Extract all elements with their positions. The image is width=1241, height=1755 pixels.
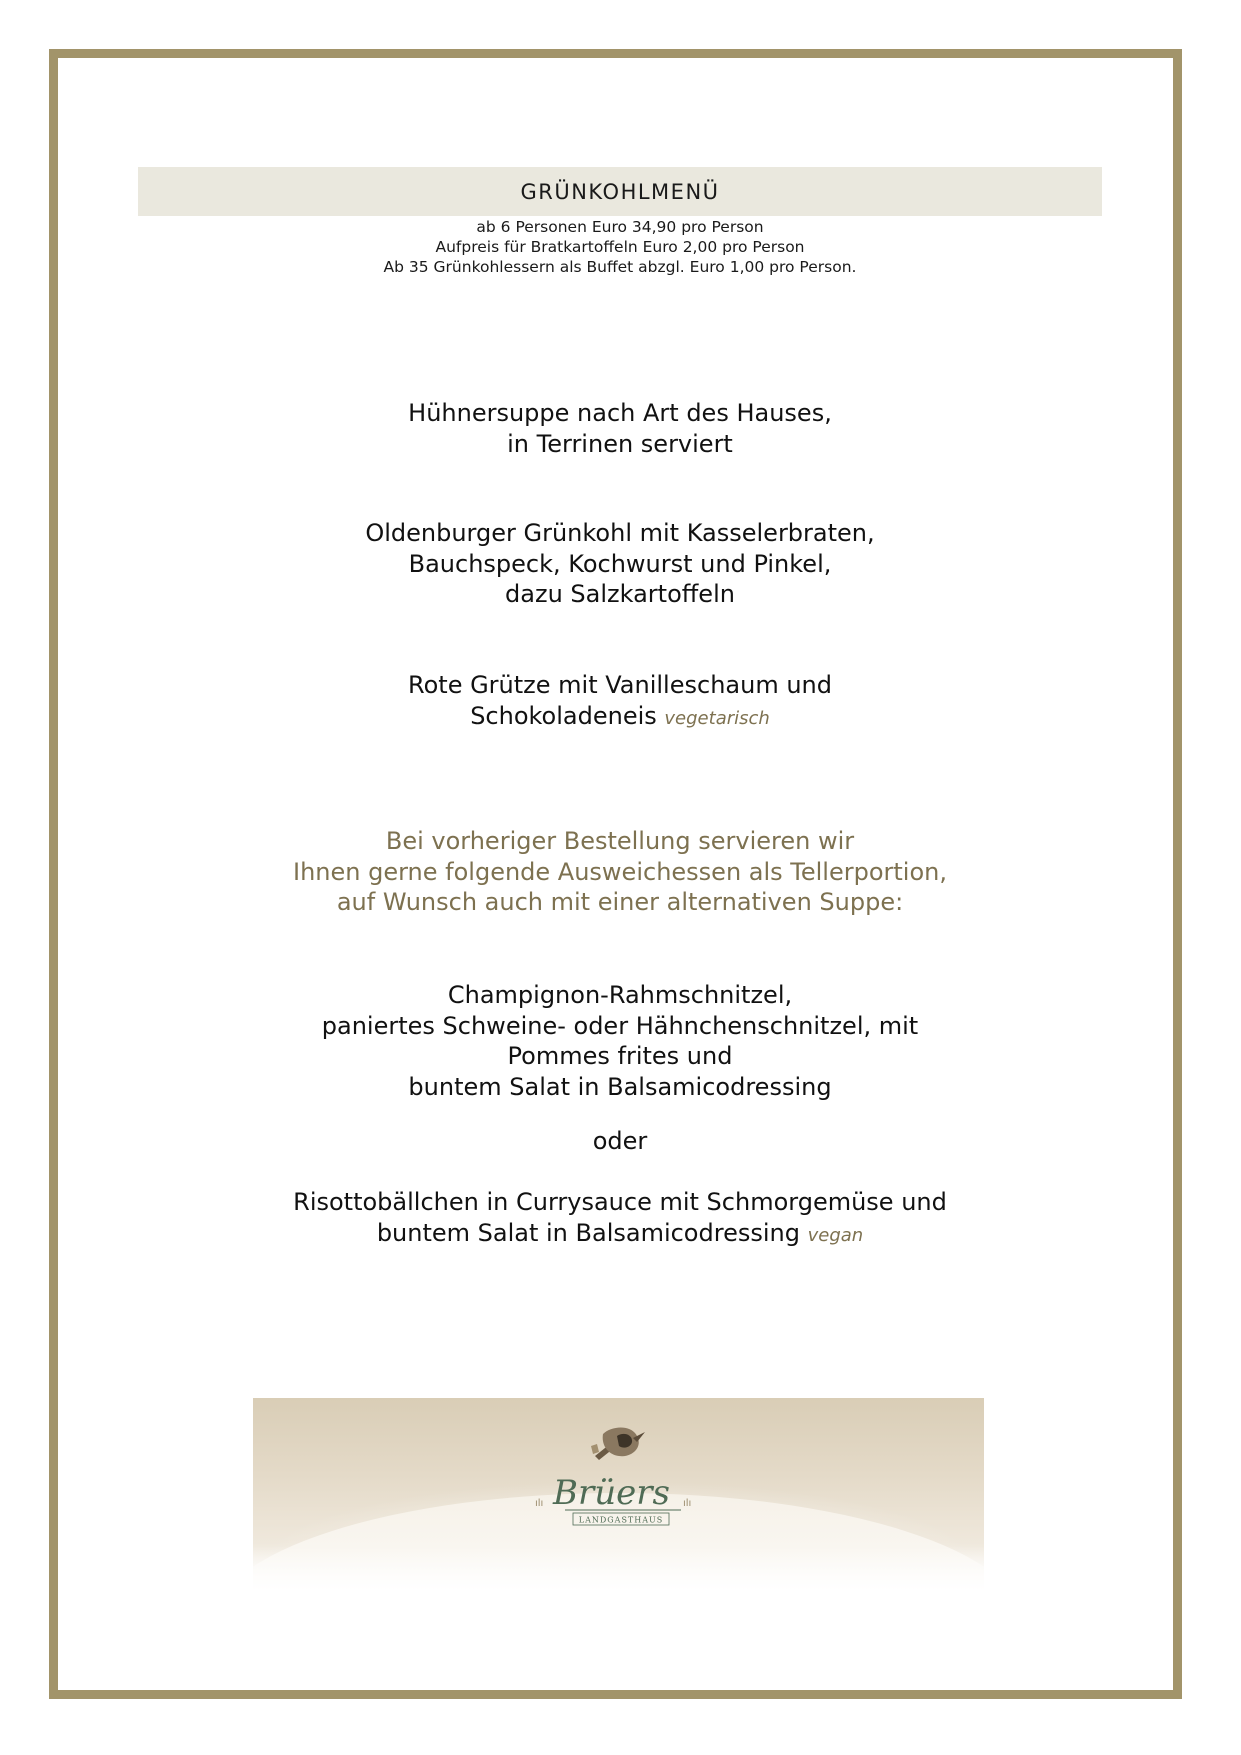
intro-line: auf Wunsch auch mit einer alternativen Suppe:	[336, 888, 904, 916]
alternative-option-1	[138, 980, 1102, 1102]
option1-line: Champignon-Rahmschnitzel,	[447, 981, 793, 1009]
alternative-option-2	[138, 1187, 1102, 1251]
main-line: Oldenburger Grünkohl mit Kasselerbraten,	[365, 519, 875, 547]
option1-line: Pommes frites und	[507, 1042, 733, 1070]
dessert-line: Rote Grütze mit Vanilleschaum und	[408, 671, 832, 699]
dessert-line	[138, 701, 1102, 735]
alternatives-intro	[138, 826, 1102, 918]
dessert-name: Schokoladeneis	[470, 701, 657, 730]
separator-oder	[138, 1126, 1102, 1157]
soup-line: in Terrinen serviert	[507, 429, 733, 458]
soup-line: Hühnersuppe nach Art des Hauses,	[408, 399, 832, 427]
main-course	[138, 518, 1102, 610]
oder-text: oder	[592, 1127, 648, 1155]
vegan-tag: vegan	[807, 1224, 864, 1246]
vegetarian-tag: vegetarisch	[664, 707, 770, 729]
menu-title: GRÜNKOHLMENÜ	[520, 179, 720, 204]
logo-script: Brüers	[553, 1473, 670, 1513]
intro-line: Bei vorheriger Bestellung servieren wir	[385, 827, 855, 855]
pricing-line: ab 6 Personen Euro 34,90 pro Person	[476, 218, 764, 236]
option1-line: paniertes Schweine- oder Hähnchenschnitzel, mit	[321, 1011, 919, 1040]
brueers-logo	[533, 1426, 703, 1536]
svg-text:ılı: ılı	[683, 1498, 692, 1509]
footer-banner	[253, 1398, 984, 1591]
option1-line: buntem Salat in Balsamicodressing	[408, 1072, 832, 1101]
pricing-line: Aufpreis für Bratkartoffeln Euro 2,00 pro Person	[435, 238, 805, 256]
pricing-line: Ab 35 Grünkohlessern als Buffet abzgl. Euro 1,00 pro Person.	[383, 258, 857, 276]
svg-text:ılı: ılı	[535, 1498, 544, 1509]
dessert-course	[138, 670, 1102, 734]
option2-line	[138, 1218, 1102, 1252]
pricing-info	[138, 217, 1102, 277]
rooster-icon	[591, 1428, 645, 1461]
main-line: dazu Salzkartoffeln	[505, 580, 735, 608]
logo-subtitle: LANDGASTHAUS	[578, 1515, 664, 1525]
option2-line: Risottobällchen in Currysauce mit Schmorgemüse und	[293, 1188, 947, 1216]
menu-title-bar	[138, 167, 1102, 216]
option2-name: buntem Salat in Balsamicodressing	[376, 1218, 800, 1247]
intro-line: Ihnen gerne folgende Ausweichessen als Tellerportion,	[293, 857, 947, 886]
soup-course	[138, 398, 1102, 459]
main-line: Bauchspeck, Kochwurst und Pinkel,	[408, 549, 832, 578]
